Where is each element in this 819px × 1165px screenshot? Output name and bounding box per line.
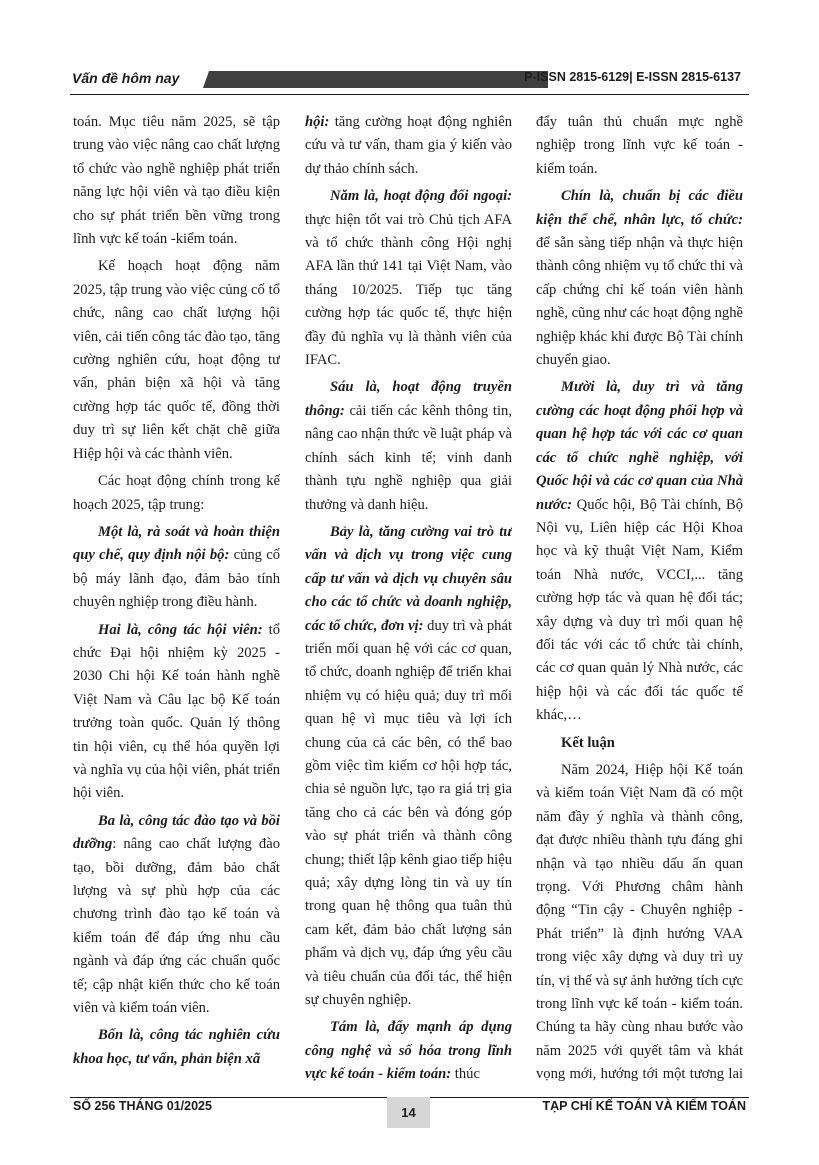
paragraph-body: Quốc hội, Bộ Tài chính, Bộ Nội vụ, Liên hiệp các Hội Khoa học và kỹ thuật Việt Nam, Kiểm toán Nhà nước, VCCI,... tăng cường hợp tác và quan hệ đối tác; xây dựng và duy trì mối quan hệ đối tác với các tổ chức tài chính, các cơ quan quản lý Nhà nước, các hiệp hội và các đối tác quốc tế khác,…: [536, 496, 743, 724]
paragraph-body: thực hiện tốt vai trò Chủ tịch AFA và tổ chức thành công Hội nghị AFA lần thứ 141 tại Việt Nam, vào tháng 10/2025. Tiếp tục tăng cường hợp tác quốc tế, thực hiện đầy đủ nghĩa vụ là thành viên của IFAC.: [305, 211, 512, 369]
paragraph-body: thúc: [451, 1066, 480, 1083]
page-number: 14: [387, 1097, 430, 1128]
paragraph-lead: Bảy là, tăng cường vai trò tư vấn và dịch vụ trong việc cung cấp tư vấn và dịch vụ chuyên sâu cho các tổ chức và doanh nghiệp, các tổ chức, đơn vị:: [305, 523, 512, 634]
paragraph-body: Năm 2024, Hiệp hội Kế toán và kiểm toán Việt Nam đã có một năm đầy ý nghĩa và thành công, đạt được nhiều thành tựu đáng ghi nhận và tạo nhiều dấu ấn quan trọng. Với Phương châm hành động “Tin cậy - Chuyên nghiệp - Phát triển” là định hướng VAA trong việc xây dựng và duy trì uy tín, vị thế và sự ảnh hưởng tích cực trong lĩnh vực kế toán - kiểm toán. Chúng ta hãy cùng nhau bước vào năm 2025 với quyết tâm và khát vọng mới, hướng tới một tương lai: [536, 761, 743, 1083]
paragraph-body: củng cố bộ máy lãnh đạo, đảm bảo tính chuyên nghiệp trong điều hành.: [73, 547, 280, 611]
issue-label: SỐ 256 THÁNG 01/2025: [73, 1099, 212, 1113]
journal-name: TẠP CHÍ KẾ TOÁN VÀ KIỂM TOÁN: [542, 1099, 746, 1113]
paragraph: [73, 1024, 280, 1071]
paragraph-lead: Một là, rà soát và hoàn thiện quy chế, quy định nội bộ:: [73, 523, 280, 564]
paragraph: [536, 759, 743, 1086]
paragraph: [536, 376, 743, 727]
paragraph-lead: Tám là, đẩy mạnh áp dụng công nghệ và số hóa trong lĩnh vực kế toán - kiểm toán:: [305, 1019, 512, 1083]
page-header: [0, 0, 819, 100]
paragraph: Các hoạt động chính trong kế hoạch 2025, tập trung:: [73, 473, 280, 513]
paragraph-body: cải tiến các kênh thông tin, nâng cao nhận thức về luật pháp và chính sách kinh tế; vinh danh thành tựu nghề nghiệp qua giải thưởng và danh hiệu.: [305, 402, 512, 513]
paragraph-body: để sẵn sàng tiếp nhận và thực hiện thành công nhiệm vụ tổ chức thi và cấp chứng chỉ kế toán viên hành nghề, cũng như các hoạt động nghề nghiệp khác khi được Bộ Tài chính chuyển giao.: [536, 235, 743, 369]
paragraph: [536, 185, 743, 372]
paragraph: [73, 521, 280, 615]
paragraph-lead: Mười là, duy trì và tăng cường các hoạt động phối hợp và quan hệ hợp tác với các cơ quan các tổ chức nghề nghiệp, với Quốc hội và các cơ quan của Nhà nước:: [536, 379, 743, 513]
paragraph: [305, 376, 512, 516]
paragraph-body: tổ chức Đại hội nhiệm kỳ 2025 - 2030 Chi hội Kế toán hành nghề Việt Nam và Câu lạc bộ Kế toán trưởng toàn quốc. Quản lý thông tin hội viên, cụ thể hóa quyền lợi và nghĩa vụ của hội viên, phát triển hội viên.: [73, 621, 280, 802]
paragraph-body: : nâng cao chất lượng đào tạo, bồi dưỡng, đảm bảo chất lượng và sự phù hợp của các chương trình đào tạo kế toán và kiểm toán để đáp ứng nhu cầu ngành và đáp ứng các chuẩn quốc tế; cập nhật kiến thức cho kế toán viên và kiểm toán viên.: [73, 836, 280, 1017]
section-title: Vấn đề hôm nay: [72, 70, 180, 86]
paragraph: [305, 521, 512, 1013]
paragraph-body: tăng cường hoạt động nghiên cứu và tư vấn, tham gia ý kiến vào dự thảo chính sách.: [305, 114, 512, 177]
text-column-1: [73, 111, 280, 1086]
paragraph: Kế hoạch hoạt động năm 2025, tập trung vào việc củng cố tổ chức, nâng cao chất lượng hội viên, cải tiến công tác đào tạo, tăng cường nghiên cứu, hoạt động tư vấn, phản biện xã hội và tăng cường hợp tác quốc tế, đồng thời duy trì sự liên kết chặt chẽ giữa Hiệp hội và các thành viên.: [73, 258, 280, 462]
paragraph: [305, 1016, 512, 1086]
paragraph: [73, 619, 280, 806]
conclusion-heading: Kết luận: [561, 734, 615, 751]
paragraph-body: duy trì và phát triển mối quan hệ với các cơ quan, tổ chức, doanh nghiệp để triển khai nhiệm vụ có hiệu quả; duy trì mối quan hệ vì mục tiêu và lợi ích chung của cả các bên, có thể bao gồm việc tìm kiếm cơ hội hợp tác, chia sẻ nguồn lực, tạo ra giá trị gia tăng cho cả các bên và đóng góp vào sự phát triển và thành công chung; thiết lập kênh giao tiếp hiệu quả; xây dựng lòng tin và uy tín trong quan hệ thông qua tuân thủ cam kết, đảm bảo chất lượng sản phẩm và dịch vụ, đáp ứng yêu cầu và tiêu chuẩn của đối tác, thể hiện sự chuyên nghiệp.: [305, 617, 512, 1009]
paragraph-lead: Hai là, công tác hội viên:: [98, 621, 263, 638]
paragraph-lead: Sáu là, hoạt động truyền thông:: [305, 379, 512, 419]
paragraph-lead: Năm là, hoạt động đối ngoại:: [330, 188, 512, 205]
paragraph: [305, 185, 512, 372]
header-rule: [70, 94, 749, 95]
issn-label: P-ISSN 2815-6129| E-ISSN 2815-6137: [524, 70, 741, 84]
paragraph-lead: Ba là, công tác đào tạo và bồi dưỡng: [73, 812, 280, 853]
header-decorative-bar: [203, 71, 548, 88]
text-column-2: [305, 111, 512, 1086]
text-column-3: [536, 111, 743, 1086]
paragraph-lead: hội:: [305, 114, 330, 130]
paragraph: toán. Mục tiêu năm 2025, sẽ tập trung vào việc nâng cao chất lượng tổ chức vào nghề nghiệp phát triển năng lực hội viên và tạo điều kiện cho sự phát triển bền vững trong lĩnh vực kế toán -kiểm toán.: [73, 114, 280, 248]
paragraph: [305, 111, 512, 181]
paragraph: đẩy tuân thủ chuẩn mực nghề nghiệp trong lĩnh vực kế toán - kiểm toán.: [536, 114, 743, 177]
paragraph-lead: Bốn là, công tác nghiên cứu khoa học, tư vấn, phản biện xã: [73, 1027, 280, 1067]
paragraph-lead: Chín là, chuẩn bị các điều kiện thể chế, nhân lực, tổ chức:: [536, 188, 743, 228]
paragraph: [73, 810, 280, 1021]
